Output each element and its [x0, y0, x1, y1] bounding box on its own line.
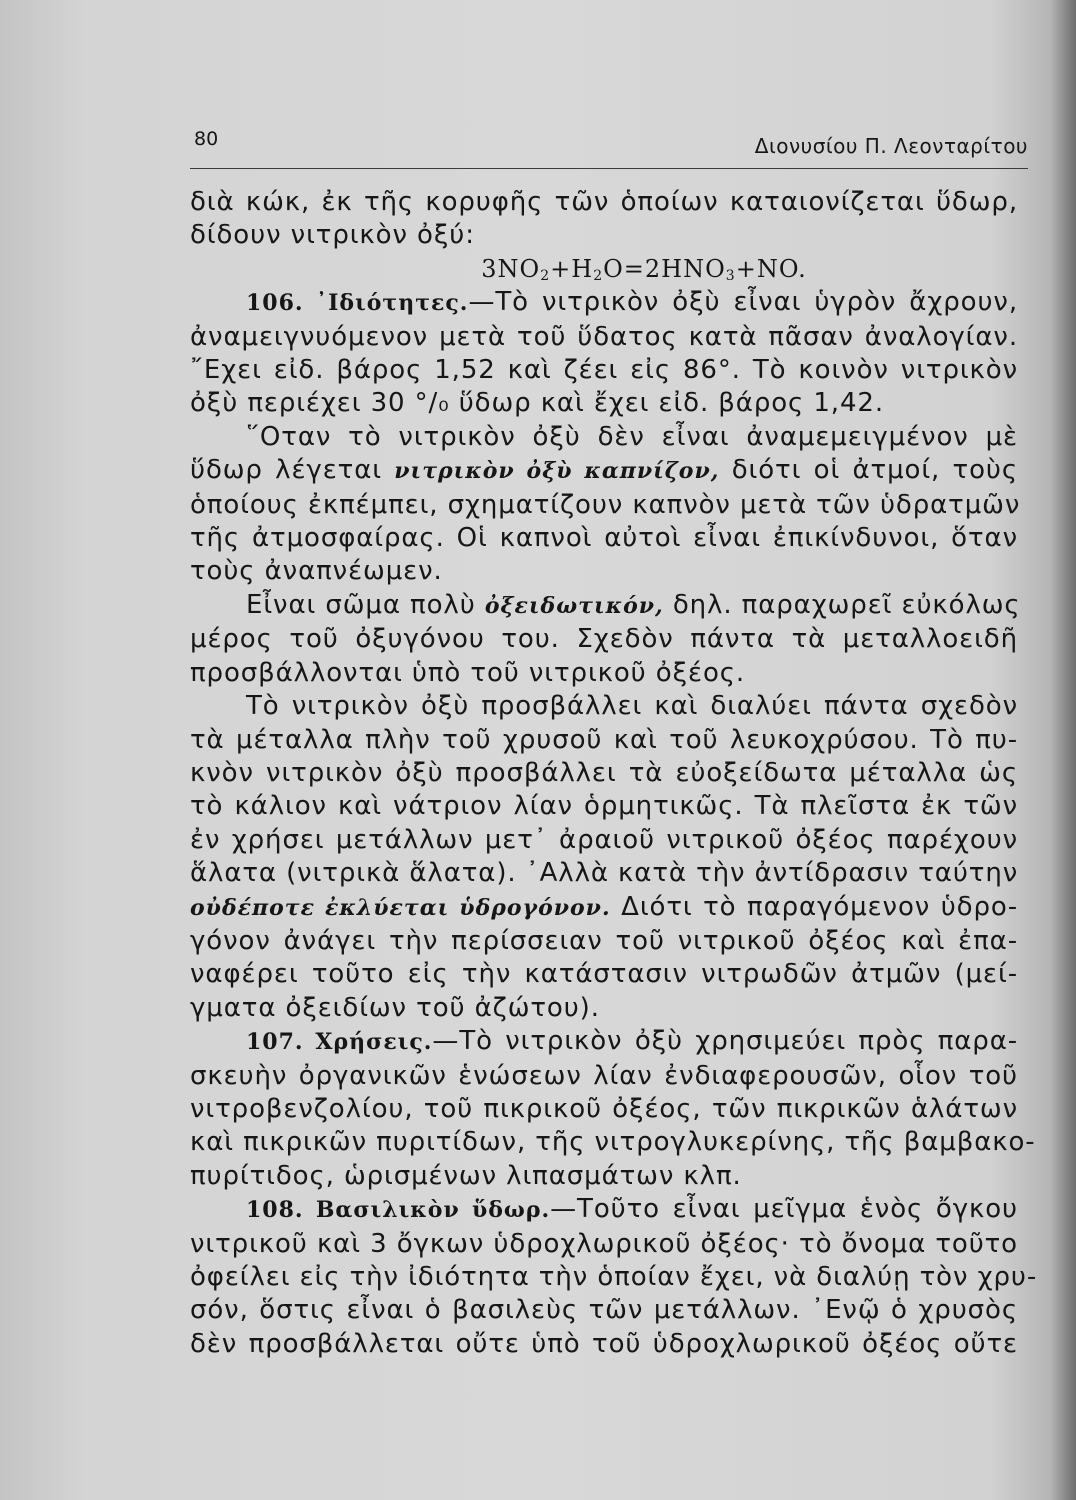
text-line: τὰ μέταλλα πλὴν τοῦ χρυσοῦ καὶ τοῦ λευκοχρύσου. Τὸ πυ-	[190, 724, 1018, 755]
text-line: νιτρικοῦ καὶ 3 ὄγκων ὑδροχλωρικοῦ ὀξέος· τὸ ὄνομα τοῦτο	[190, 1228, 1018, 1259]
page-number: 80	[194, 128, 219, 150]
text-line: ὀφείλει εἰς τὴν ἰδιότητα τὴν ὁποίαν ἔχει, νὰ διαλύῃ τὸν χρυ-	[190, 1262, 1038, 1292]
text-line: ἐν χρήσει μετάλλων μετ᾿ ἀραιοῦ νιτρικοῦ ὀξέος παρέχουν	[190, 824, 1018, 855]
text-line: οὐδέποτε ἐκλύεται ὑδρογόνον. Διότι τὸ παραγόμενον ὑδρο-	[190, 891, 1018, 922]
text-line: διὰ κώκ, ἐκ τῆς κορυφῆς τῶν ὁποίων καταιονίζεται ὕδωρ,	[190, 187, 1018, 217]
section-106-heading: 106. ᾿Ιδιότητες.	[246, 290, 469, 317]
text-line: ὀξὺ περιέχει 30 °/₀ ὕδωρ καὶ ἔχει εἰδ. βάρος 1,42.	[190, 388, 885, 419]
section-108-heading: 108. Βασιλικὸν ὕδωρ.	[246, 1197, 551, 1224]
section-106-first-line: 106. ᾿Ιδιότητες.—Τὸ νιτρικὸν ὀξὺ εἶναι ὑγρὸν ἄχρουν,	[246, 287, 1018, 318]
section-107-heading: 107. Χρήσεις.	[246, 1029, 433, 1056]
text-line: τοὺς ἀναπνέωμεν.	[190, 556, 443, 587]
text-line: ῎Εχει εἰδ. βάρος 1,52 καὶ ζέει εἰς 86°. Τὸ κοινὸν νιτρικὸν	[190, 355, 1018, 386]
text-line: ὁποίους ἐκπέμπει, σχηματίζουν καπνὸν μετὰ τῶν ὑδρατμῶν	[190, 489, 1021, 520]
text-line: σκευὴν ὀργανικῶν ἑνώσεων λίαν ἐνδιαφερουσῶν, οἷον τοῦ	[190, 1060, 1018, 1091]
text-line: ἅλατα (νιτρικὰ ἅλατα). ᾿Αλλὰ κατὰ τὴν ἀντίδρασιν ταύτην	[190, 858, 1019, 889]
text-line: γματα ὀξειδίων τοῦ ἀζώτου).	[190, 992, 600, 1023]
text-line: νιτροβενζολίου, τοῦ πικρικοῦ ὀξέος, τῶν πικρικῶν ἁλάτων	[190, 1093, 1018, 1124]
page-edge-shadow	[1050, 0, 1076, 1500]
emphasis-term: οὐδέποτε ἐκλύεται ὑδρογόνον.	[190, 894, 611, 921]
text-line: Εἶναι σῶμα πολὺ ὀξειδωτικόν, δηλ. παραχωρεῖ εὐκόλως	[246, 589, 1021, 620]
text-line: κνὸν νιτρικὸν ὀξὺ προσβάλλει τὰ εὐοξείδωτα μέταλλα ὡς	[190, 757, 1018, 788]
text-line: Τὸ νιτρικὸν ὀξὺ προσβάλλει καὶ διαλύει πάντα σχεδὸν	[246, 691, 1018, 722]
chemical-equation: $3NO_2+H_2O=2HNO_3+NO$.	[481, 254, 807, 284]
emphasis-term: νιτρικὸν ὀξὺ καπνίζον,	[394, 458, 720, 485]
text-line: ναφέρει τοῦτο εἰς τὴν κατάστασιν νιτρωδῶν ἀτμῶν (μεί-	[190, 959, 1018, 990]
text-line: δίδουν νιτρικὸν ὀξύ:	[190, 220, 475, 251]
section-108-first-line: 108. Βασιλικὸν ὕδωρ.—Τοῦτο εἶναι μεῖγμα ἑνὸς ὄγκου	[246, 1194, 1019, 1225]
text-line: προσβάλλονται ὑπὸ τοῦ νιτρικοῦ ὀξέος.	[190, 657, 746, 688]
text-line: μέρος τοῦ ὀξυγόνου του. Σχεδὸν πάντα τὰ μεταλλοειδῆ	[190, 624, 1018, 655]
text-line: δὲν προσβάλλεται οὔτε ὑπὸ τοῦ ὑδροχλωρικοῦ ὀξέος οὔτε	[190, 1328, 1018, 1359]
text-line: τὸ κάλιον καὶ νάτριον λίαν ὁρμητικῶς. Τὰ πλεῖστα ἐκ τῶν	[190, 791, 1018, 822]
page-body	[190, 186, 1038, 1361]
text-line: ὕδωρ λέγεται νιτρικὸν ὀξὺ καπνίζον, διότι οἱ ἀτμοί, τοὺς	[190, 455, 1019, 486]
text-line: ῞Οταν τὸ νιτρικὸν ὀξὺ δὲν εἶναι ἀναμεμειγμένον μὲ	[246, 421, 1018, 452]
text-line: σόν, ὅστις εἶναι ὁ βασιλεὺς τῶν μετάλλων. ᾿Ενῷ ὁ χρυσὸς	[190, 1295, 1018, 1326]
text-line: τῆς ἀτμοσφαίρας. Οἱ καπνοὶ αὐτοὶ εἶναι ἐπικίνδυνοι, ὅταν	[190, 523, 1018, 554]
text-line: γόνον ἀνάγει τὴν περίσσειαν τοῦ νιτρικοῦ ὀξέος καὶ ἐπα-	[190, 925, 1018, 956]
text-line: καὶ πικρικῶν πυριτίδων, τῆς νιτρογλυκερίνης, τῆς βαμβακο-	[190, 1127, 1036, 1158]
page-header	[190, 128, 1028, 169]
emphasis-term: ὀξειδωτικόν,	[484, 592, 664, 619]
text-line: ἀναμειγνυόμενον μετὰ τοῦ ὕδατος κατὰ πᾶσαν ἀναλογίαν.	[190, 321, 1018, 352]
running-title: Διονυσίου Π. Λεονταρίτου	[754, 134, 1028, 158]
text-line: πυρίτιδος, ὡρισμένων λιπασμάτων κλπ.	[190, 1160, 742, 1191]
section-107-first-line: 107. Χρήσεις.—Τὸ νιτρικὸν ὀξὺ χρησιμεύει πρὸς παρα-	[246, 1026, 1019, 1057]
